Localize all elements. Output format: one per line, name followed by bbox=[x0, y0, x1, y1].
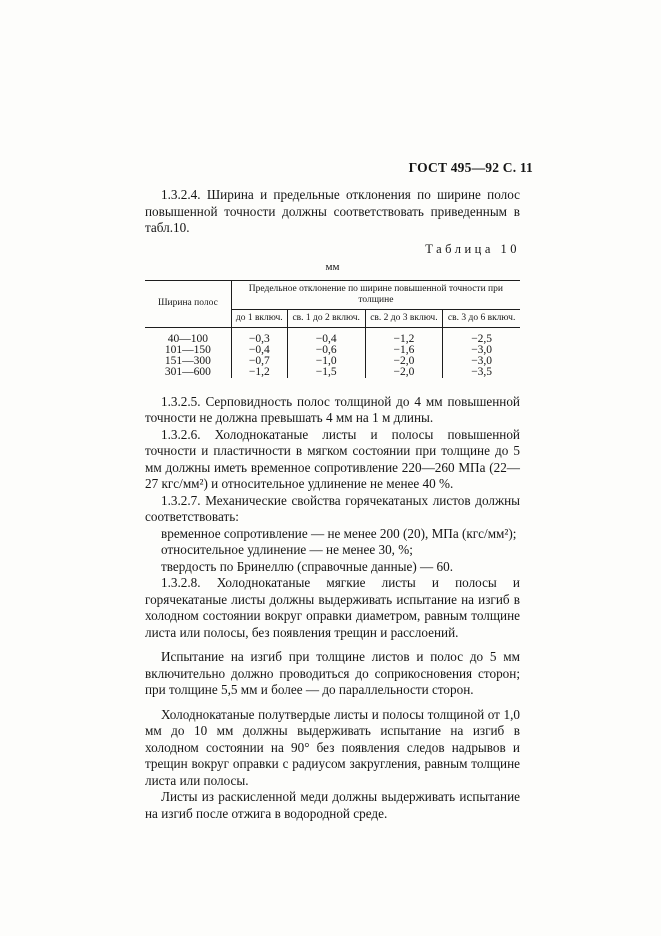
col-header-width: Ширина полос bbox=[145, 280, 231, 327]
table-cell: −1,2 bbox=[231, 367, 287, 378]
paragraph-1-3-2-6: 1.3.2.6. Холоднокатаные листы и полосы повышенной точности и пластичности в мягком состоянии при толщине до 5 мм должны иметь временное сопротивление 220—260 МПа (22—27 кгс/мм²) и относительное удлинение не менее 40 %. bbox=[145, 426, 520, 491]
table-cell: −1,0 bbox=[287, 356, 365, 367]
table-row bbox=[145, 327, 520, 345]
page-header: ГОСТ 495—92 С. 11 bbox=[408, 160, 533, 175]
property-hardness: твердость по Бринеллю (справочные данные) — 60. bbox=[161, 558, 454, 574]
page-body bbox=[145, 187, 520, 822]
table-cell: −0,6 bbox=[287, 345, 365, 356]
table-cell: −2,0 bbox=[365, 356, 443, 367]
table-cell: −3,0 bbox=[443, 356, 520, 367]
paragraph-deoxidized-copper: Листы из раскисленной меди должны выдерживать испытание на изгиб после отжига в водородной среде. bbox=[145, 789, 520, 821]
col-header-group: Предельное отклонение по ширине повышенной точности при толщине bbox=[231, 280, 520, 309]
table-cell: −3,0 bbox=[443, 345, 520, 356]
table-row bbox=[145, 356, 520, 367]
table-cell: 151—300 bbox=[164, 354, 211, 367]
table-cell: −0,4 bbox=[231, 345, 287, 356]
table-cell: 301—600 bbox=[164, 365, 211, 378]
table-10 bbox=[145, 280, 520, 378]
table-cell: −2,5 bbox=[443, 327, 520, 345]
table-units: мм bbox=[325, 261, 340, 273]
paragraph-bend-test: Испытание на изгиб при толщине листов и полос до 5 мм включительно должно проводиться до соприкосновения сторон; при толщине 5,5 мм и более — до параллельности сторон. bbox=[145, 649, 520, 697]
property-tensile-strength: временное сопротивление — не менее 200 (20), МПа (кгс/мм²); bbox=[161, 525, 517, 541]
table-title: Таблица 10 bbox=[425, 241, 520, 256]
table-cell: −2,0 bbox=[365, 367, 443, 378]
table-cell: −3,5 bbox=[443, 367, 520, 378]
paragraph-semihard: Холоднокатаные полутвердые листы и полосы толщиной от 1,0 мм до 10 мм должны выдерживать испытание на изгиб в холодном состоянии на 90° без появления следов надрывов и трещин вокруг оправки с радиусом закругления, равным толщине листа или полосы. bbox=[145, 706, 520, 788]
property-elongation: относительное удлинение — не менее 30, %; bbox=[161, 542, 413, 557]
table-cell: 40—100 bbox=[167, 332, 208, 345]
paragraph-1-3-2-7: 1.3.2.7. Механические свойства горячекатаных листов должны соответствовать: bbox=[145, 492, 520, 524]
subcol-header: св. 1 до 2 включ. bbox=[287, 309, 365, 327]
paragraph-1-3-2-8: 1.3.2.8. Холоднокатаные мягкие листы и полосы и горячекатаные листы должны выдерживать испытание на изгиб в холодном состоянии вокруг оправки диаметром, равным толщине листа или полосы, без появления трещин и расслоений. bbox=[145, 575, 520, 640]
table-cell: −0,4 bbox=[287, 327, 365, 345]
subcol-header: до 1 включ. bbox=[231, 309, 287, 327]
table-cell: −1,2 bbox=[365, 327, 443, 345]
table-row bbox=[145, 345, 520, 356]
subcol-header: св. 3 до 6 включ. bbox=[443, 309, 520, 327]
table-row bbox=[145, 367, 520, 378]
paragraph-1-3-2-4: 1.3.2.4. Ширина и предельные отклонения по ширине полос повышенной точности должны соответствовать приведенным в табл.10. bbox=[145, 187, 520, 235]
table-cell: 101—150 bbox=[164, 343, 211, 356]
table-cell: −0,7 bbox=[231, 356, 287, 367]
table-cell: −1,6 bbox=[365, 345, 443, 356]
subcol-header: св. 2 до 3 включ. bbox=[365, 309, 443, 327]
paragraph-1-3-2-5: 1.3.2.5. Серповидность полос толщиной до 4 мм повышенной точности не должна превышать 4 мм на 1 м длины. bbox=[145, 393, 520, 425]
table-cell: −1,5 bbox=[287, 367, 365, 378]
table-cell: −0,3 bbox=[231, 327, 287, 345]
